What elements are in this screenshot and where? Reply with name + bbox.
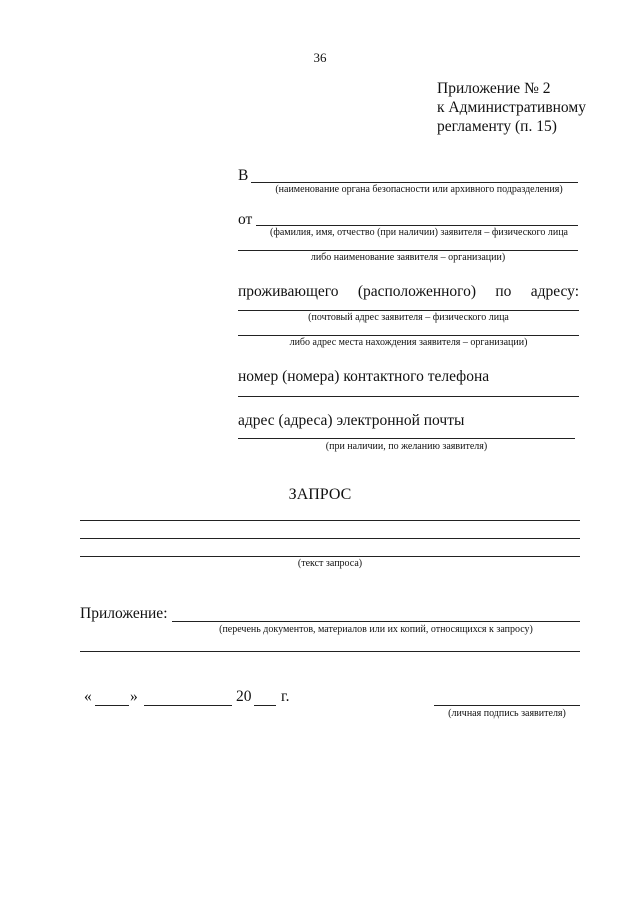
address-label [238, 283, 579, 301]
appendix-line-1: Приложение № 2 [437, 80, 551, 97]
date-year-prefix: 20 [236, 688, 252, 705]
signature-field[interactable] [434, 705, 580, 706]
address-field-1[interactable] [238, 310, 579, 311]
email-field[interactable] [238, 438, 575, 439]
address-field-2[interactable] [238, 335, 579, 336]
date-close-quote: » [130, 688, 138, 705]
attachment-hint: (перечень документов, материалов или их копий, относящихся к запросу) [219, 624, 533, 635]
attachment-field-1[interactable] [172, 621, 580, 622]
date-month-field[interactable] [144, 705, 232, 706]
request-text-line-2[interactable] [80, 538, 580, 539]
recipient-label: В [238, 167, 249, 184]
recipient-field[interactable] [251, 182, 578, 183]
date-day-field[interactable] [95, 705, 129, 706]
appendix-line-2: к Административному [437, 99, 586, 116]
address-label-word-1: проживающего [238, 283, 339, 300]
sender-field-1[interactable] [256, 225, 578, 226]
email-hint: (при наличии, по желанию заявителя) [325, 441, 488, 452]
appendix-line-3: регламенту (п. 15) [437, 118, 557, 135]
phone-label: номер (номера) контактного телефона [238, 368, 490, 385]
request-hint: (текст запроса) [297, 558, 363, 569]
date-year-suffix: г. [281, 688, 290, 705]
date-open-quote: « [84, 688, 92, 705]
request-text-line-3[interactable] [80, 556, 580, 557]
date-year-field[interactable] [254, 705, 276, 706]
address-label-word-4: адресу: [530, 283, 579, 300]
address-label-word-3: по [495, 283, 512, 300]
attachment-field-2[interactable] [80, 651, 580, 652]
signature-hint: (личная подпись заявителя) [448, 708, 566, 719]
request-text-line-1[interactable] [80, 520, 580, 521]
attachment-label: Приложение: [80, 605, 168, 622]
email-label: адрес (адреса) электронной почты [238, 412, 465, 429]
recipient-hint: (наименование органа безопасности или архивного подразделения) [275, 184, 563, 195]
request-title: ЗАПРОС [288, 486, 352, 503]
address-hint-1: (почтовый адрес заявителя – физического лица [308, 312, 509, 323]
page-number: 36 [313, 50, 327, 65]
sender-hint-2: либо наименование заявителя – организации) [310, 252, 506, 263]
address-label-word-2: (расположенного) [357, 283, 477, 300]
appendix-header [437, 79, 586, 136]
address-hint-2: либо адрес места нахождения заявителя – организации) [289, 337, 528, 348]
sender-label: от [238, 211, 253, 228]
sender-hint-1: (фамилия, имя, отчество (при наличии) заявителя – физического лица [270, 227, 568, 238]
phone-field[interactable] [238, 396, 579, 397]
sender-field-2[interactable] [238, 250, 578, 251]
